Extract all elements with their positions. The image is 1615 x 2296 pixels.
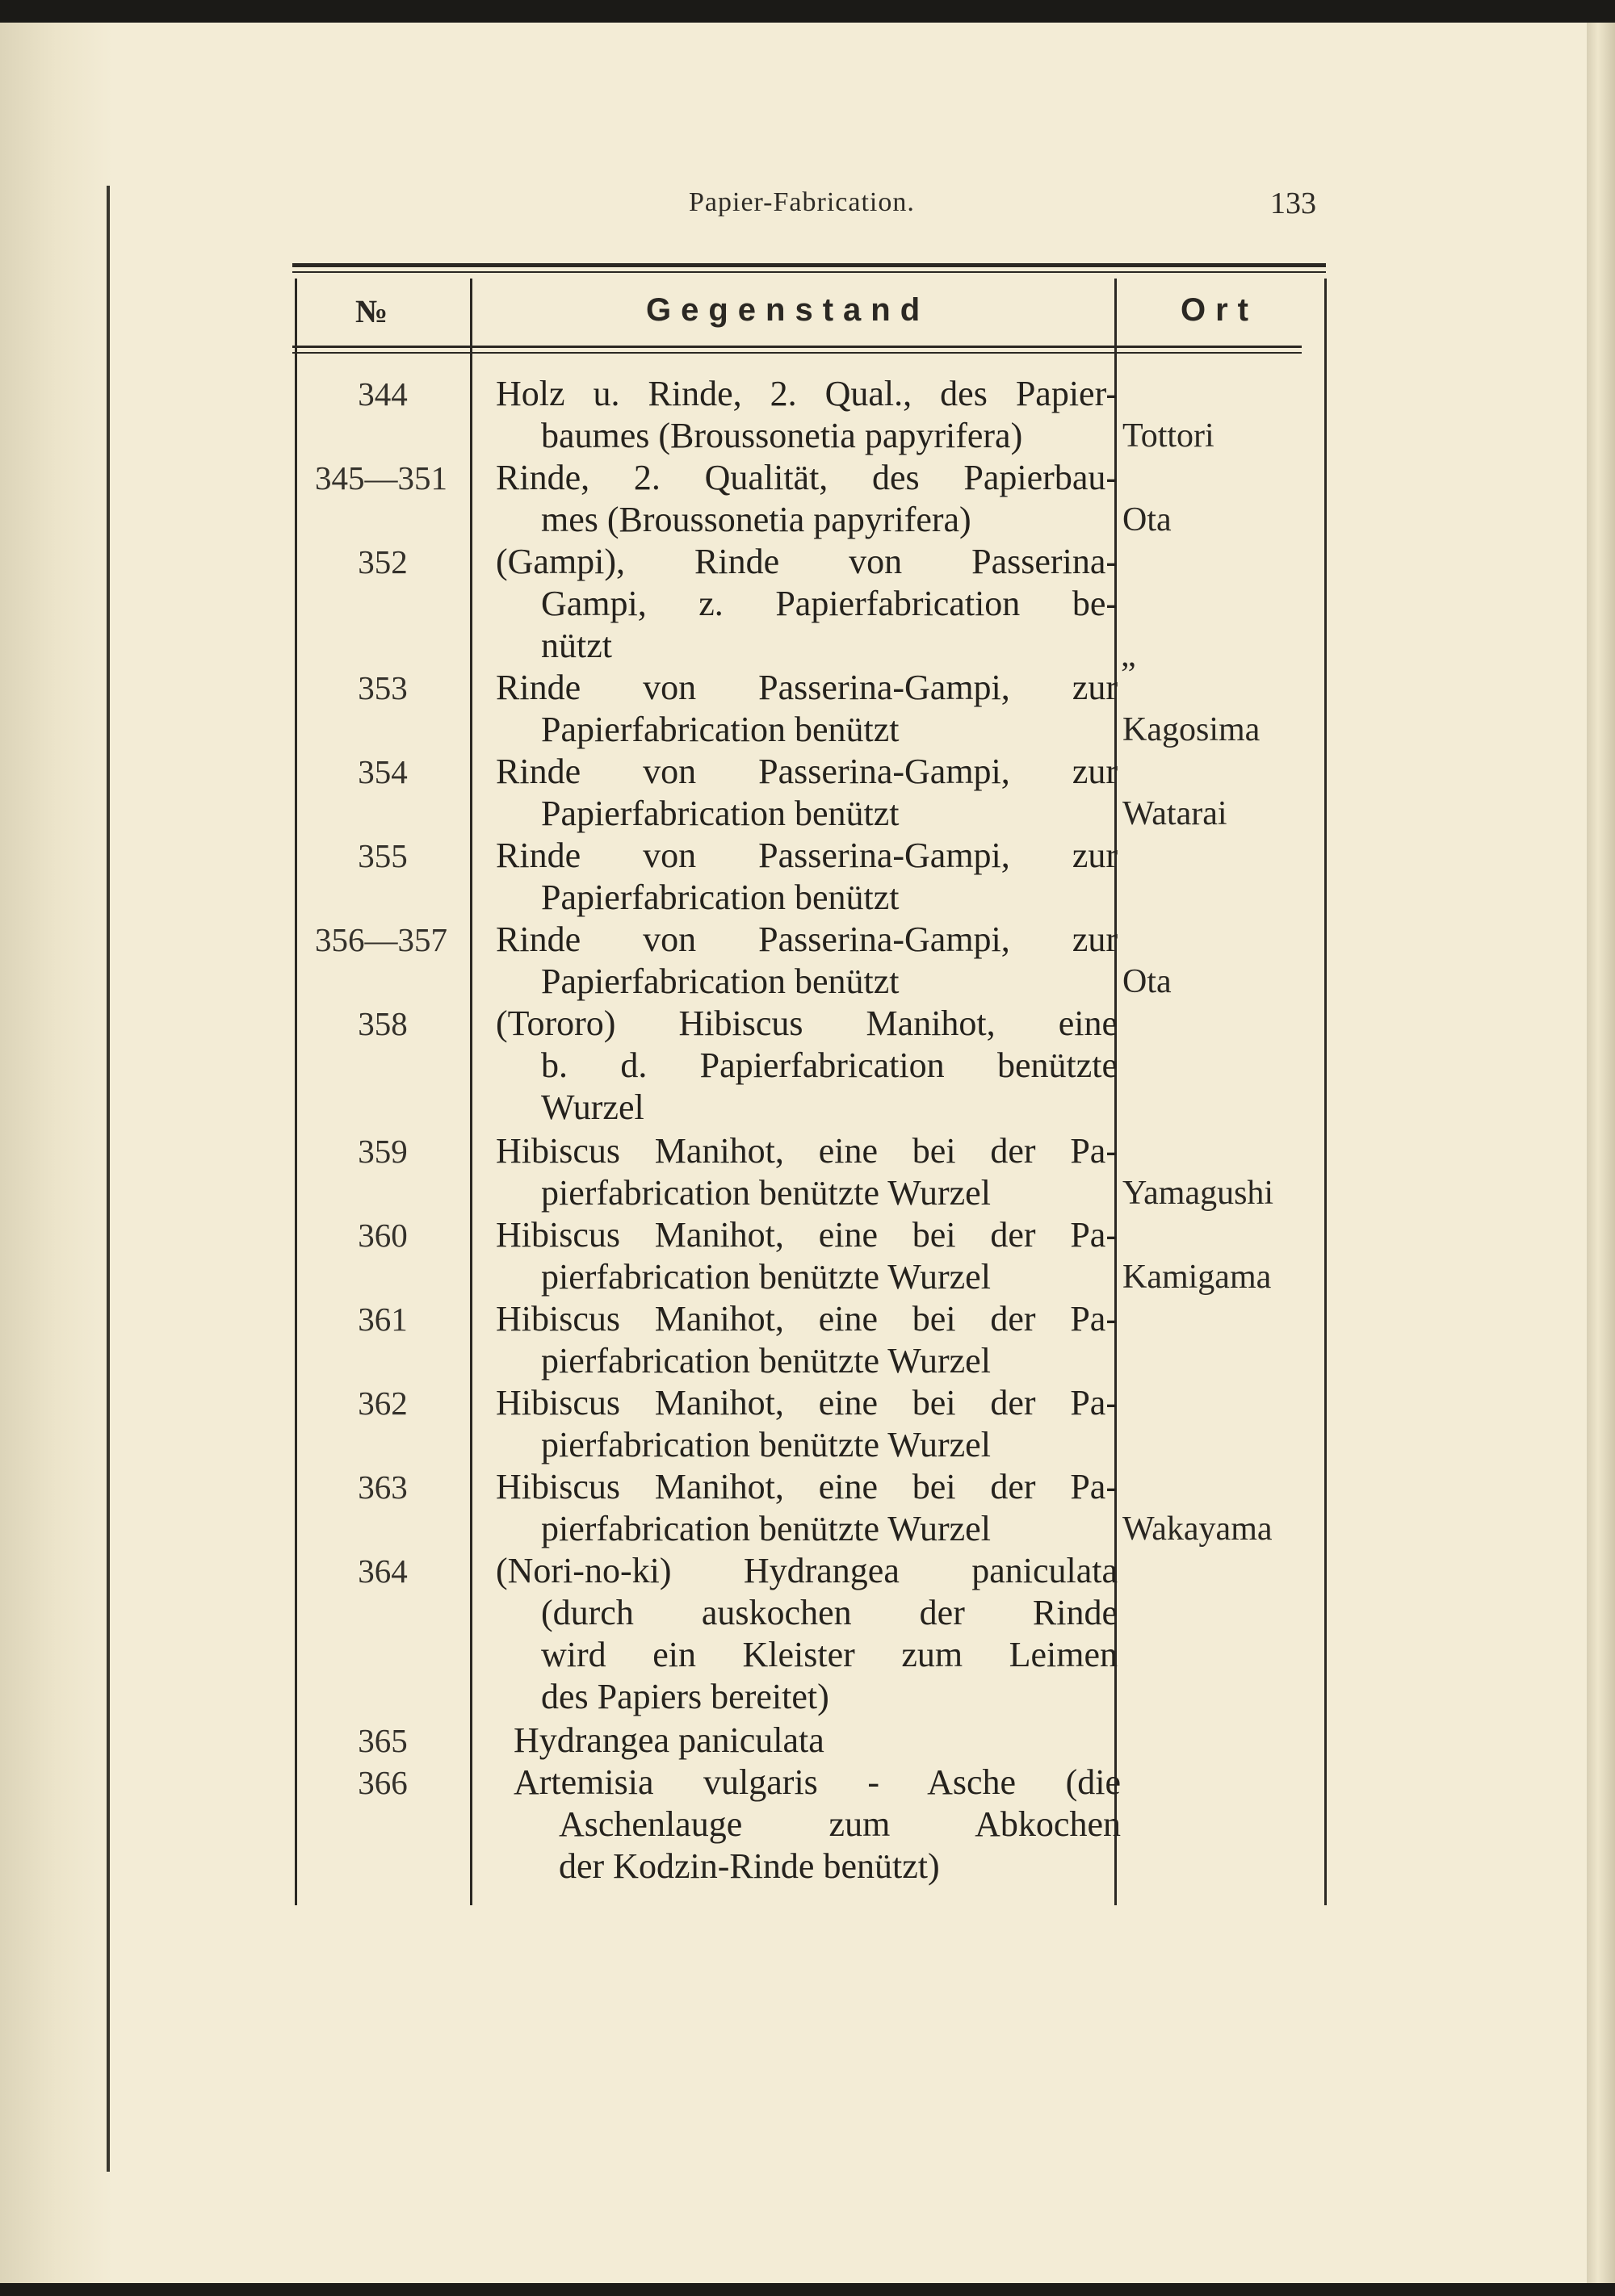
row-number: 353	[358, 669, 408, 706]
row-subject	[496, 1382, 1118, 1466]
row-number: 359	[358, 1133, 408, 1170]
subject-line: Gampi, z. Papierfabrication be-	[541, 584, 1118, 623]
row-subject	[496, 1003, 1118, 1129]
row-subject	[496, 1130, 1118, 1214]
subject-line: (Tororo) Hibiscus Manihot, eine	[496, 1003, 1118, 1043]
row-subject	[496, 373, 1118, 457]
subject-line: baumes (Broussonetia papyrifera)	[541, 416, 1023, 455]
row-place: Yamagushi	[1122, 1175, 1274, 1212]
subject-line: Hibiscus Manihot, eine bei der Pa-	[496, 1131, 1118, 1171]
subject-line: pierfabrication benützte Wurzel	[541, 1509, 991, 1548]
page-edge	[1587, 23, 1615, 2283]
subject-line: Hibiscus Manihot, eine bei der Pa-	[496, 1299, 1118, 1339]
row-subject	[496, 1298, 1118, 1382]
subject-line: Rinde von Passerina-Gampi, zur	[496, 668, 1118, 707]
subject-line: Hydrangea paniculata	[514, 1720, 824, 1760]
running-title: Papier-Fabrication.	[689, 187, 915, 217]
row-number: 360	[358, 1217, 408, 1254]
header-number: №	[355, 293, 388, 329]
subject-line: Papierfabrication benützt	[541, 878, 900, 917]
row-number: 356—357	[315, 921, 447, 958]
row-subject	[514, 1720, 1135, 1762]
row-place: Kagosima	[1122, 711, 1261, 748]
page-gutter	[0, 23, 113, 2283]
subject-line: des Papiers bereitet)	[541, 1677, 829, 1716]
page-number: 133	[1270, 186, 1316, 220]
subject-line: (durch auskochen der Rinde	[541, 1593, 1118, 1632]
row-subject	[496, 1466, 1118, 1550]
row-place: Wakayama	[1122, 1510, 1273, 1548]
header-place: Ort	[1181, 292, 1258, 328]
subject-line: (Nori-no-ki) Hydrangea paniculata	[496, 1551, 1118, 1590]
row-number: 355	[358, 837, 408, 874]
row-subject	[496, 835, 1118, 919]
subject-line: Holz u. Rinde, 2. Qual., des Papier-	[496, 374, 1118, 413]
row-number: 352	[358, 543, 408, 580]
row-number: 361	[358, 1301, 408, 1338]
row-subject	[514, 1762, 1121, 1887]
subject-line: Papierfabrication benützt	[541, 962, 900, 1001]
subject-line: pierfabrication benützte Wurzel	[541, 1257, 991, 1297]
row-number: 363	[358, 1469, 408, 1506]
subject-line: Papierfabrication benützt	[541, 710, 900, 749]
row-subject	[496, 541, 1118, 667]
running-head	[0, 187, 1615, 228]
subject-line: pierfabrication benützte Wurzel	[541, 1425, 991, 1464]
row-number: 345—351	[315, 459, 447, 496]
column-divider-number	[470, 279, 472, 1905]
row-subject	[496, 1214, 1118, 1298]
row-number: 358	[358, 1005, 408, 1042]
row-number: 364	[358, 1552, 408, 1590]
table-top-rule	[292, 263, 1326, 267]
row-subject	[496, 919, 1118, 1003]
subject-line: Hibiscus Manihot, eine bei der Pa-	[496, 1215, 1118, 1255]
header-subject: Gegenstand	[646, 292, 930, 328]
row-number: 362	[358, 1385, 408, 1422]
column-divider-left	[295, 279, 297, 1905]
row-subject	[496, 751, 1118, 835]
subject-line: Wurzel	[541, 1087, 644, 1127]
subject-line: Papierfabrication benützt	[541, 794, 900, 833]
subject-line: nützt	[541, 626, 612, 665]
subject-line: Aschenlauge zum Abkochen	[559, 1804, 1121, 1844]
subject-line: Hibiscus Manihot, eine bei der Pa-	[496, 1383, 1118, 1422]
row-number: 344	[358, 375, 408, 413]
subject-line: wird ein Kleister zum Leimen	[541, 1635, 1118, 1674]
subject-line: Rinde, 2. Qualität, des Papierbau-	[496, 458, 1118, 497]
header-bottom-rule-thin	[292, 352, 1302, 354]
row-number: 365	[358, 1722, 408, 1759]
row-place: Tottori	[1122, 417, 1214, 455]
subject-line: b. d. Papierfabrication benützte	[541, 1045, 1118, 1085]
row-subject	[496, 667, 1118, 751]
subject-line: mes (Broussonetia papyrifera)	[541, 500, 971, 539]
subject-line: Rinde von Passerina-Gampi, zur	[496, 836, 1118, 875]
row-number: 354	[358, 753, 408, 790]
row-place: Watarai	[1122, 795, 1227, 832]
table-top-rule-thin	[292, 271, 1326, 273]
header-bottom-rule	[292, 346, 1302, 348]
subject-line: pierfabrication benützte Wurzel	[541, 1341, 991, 1381]
subject-line: Rinde von Passerina-Gampi, zur	[496, 752, 1118, 791]
binding-edge	[107, 186, 110, 2172]
subject-line: der Kodzin-Rinde benützt)	[559, 1846, 940, 1886]
row-place: Kamigama	[1122, 1259, 1272, 1296]
row-subject	[496, 457, 1118, 541]
row-subject	[496, 1550, 1118, 1718]
subject-line: Artemisia vulgaris - Asche (die	[514, 1762, 1121, 1802]
row-place: Ota	[1122, 963, 1172, 1000]
subject-line: (Gampi), Rinde von Passerina-	[496, 542, 1118, 581]
row-place: „	[1121, 637, 1136, 674]
subject-line: pierfabrication benützte Wurzel	[541, 1173, 991, 1213]
row-place: Ota	[1122, 501, 1172, 538]
subject-line: Rinde von Passerina-Gampi, zur	[496, 920, 1118, 959]
subject-line: Hibiscus Manihot, eine bei der Pa-	[496, 1467, 1118, 1506]
row-number: 366	[358, 1764, 408, 1801]
